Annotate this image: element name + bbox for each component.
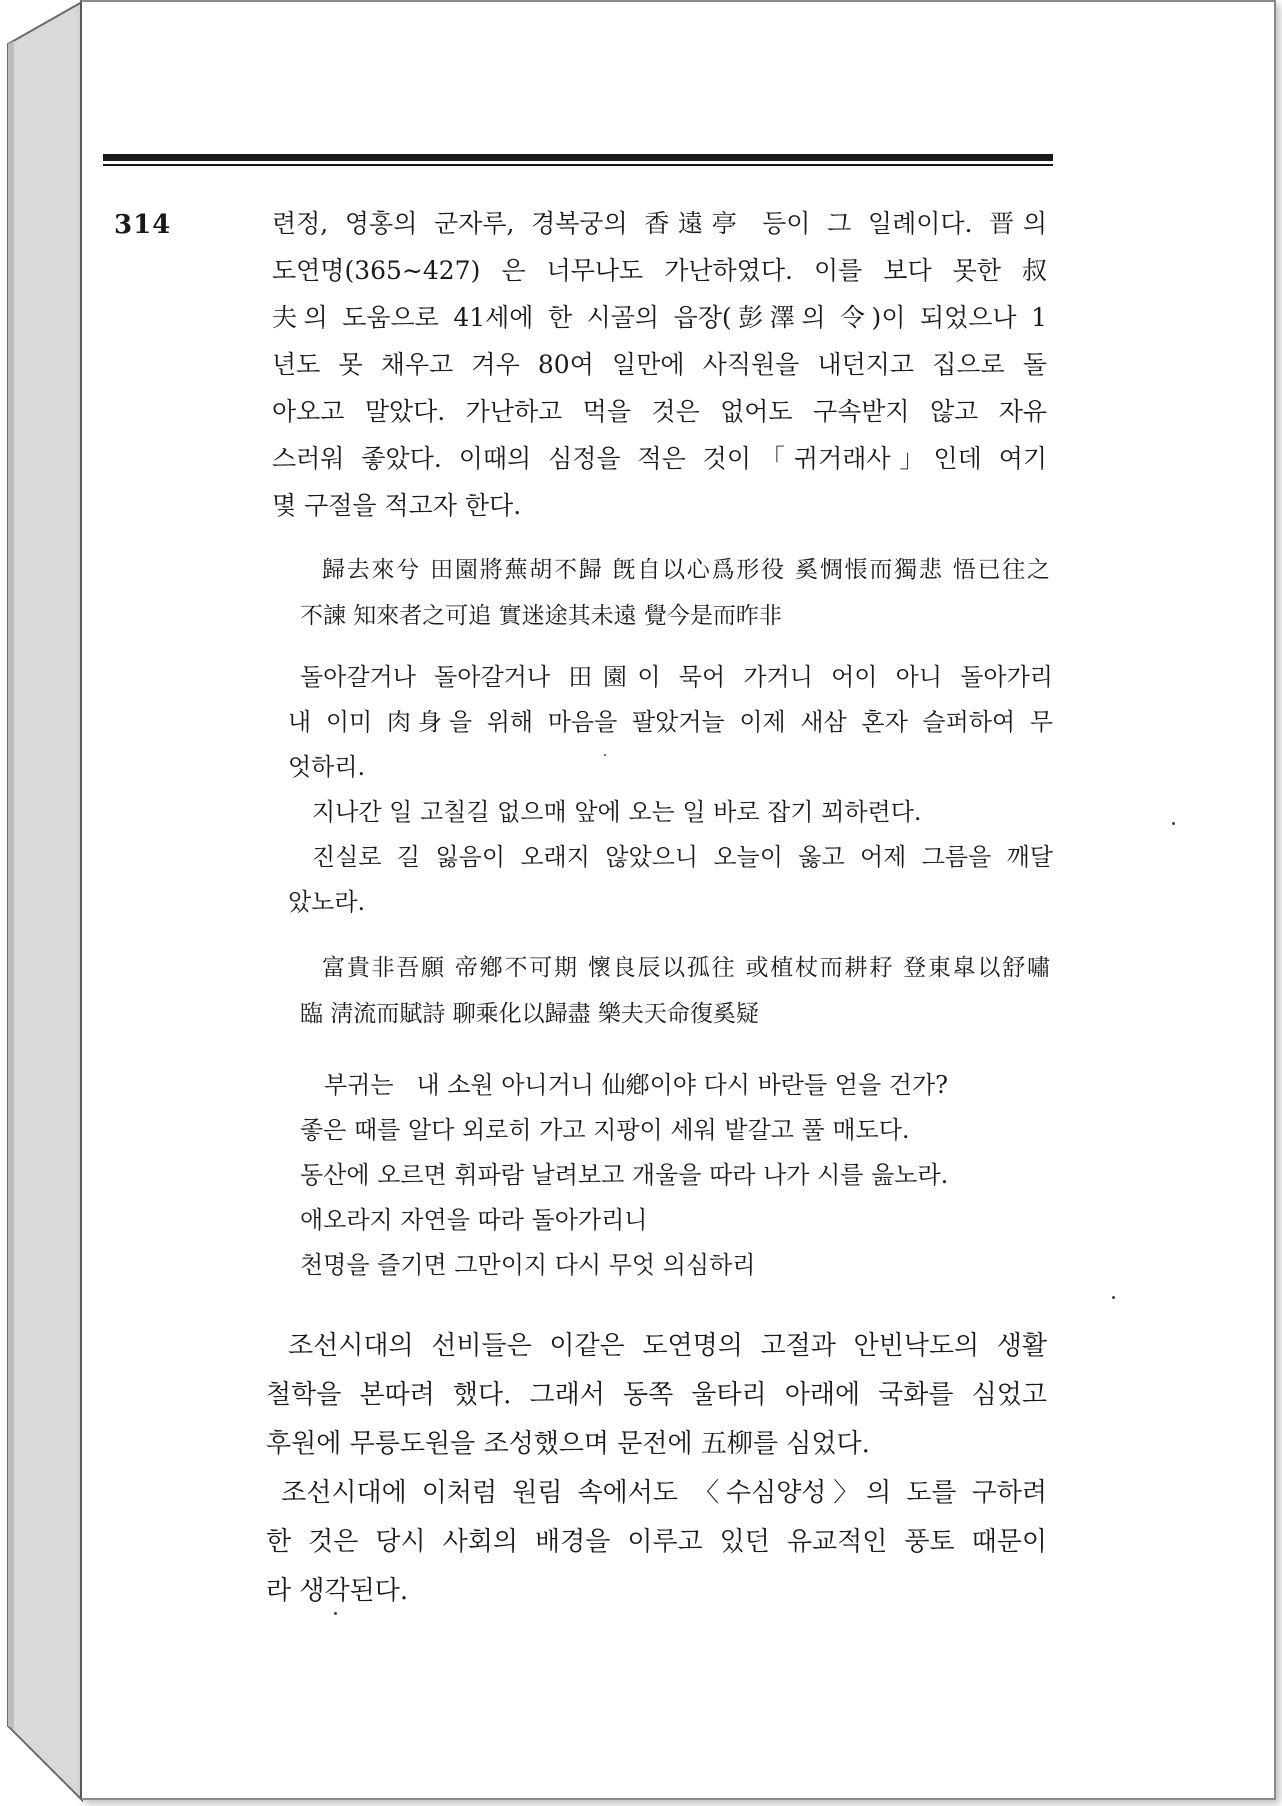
intro-line: 스러워 좋았다. 이때의 심정을 적은 것이「귀거래사」인데 여기 <box>272 444 1047 473</box>
classical-line: 不諫 知來者之可追 實迷途其未遠 覺今是而昨非 <box>300 603 782 629</box>
intro-line: 련정, 영홍의 군자루, 경복궁의 香遠亭 등이 그 일례이다. 晋의 <box>272 209 1047 238</box>
closing-line: 조선시대의 선비들은 이같은 도연명의 고절과 안빈낙도의 생활 <box>288 1331 1047 1361</box>
page-number: 314 <box>114 210 172 240</box>
closing-line: 한 것은 당시 사회의 배경을 이루고 있던 유교적인 풍토 때문이 <box>266 1527 1047 1557</box>
translation-line: 돌아갈거나 돌아갈거나 田園이 묵어 가거니 어이 아니 돌아가리 <box>300 663 1053 691</box>
header-rule-thick <box>103 154 1053 161</box>
closing-line: 라 생각된다. <box>266 1576 409 1606</box>
scan-speck <box>334 1612 337 1615</box>
scan-speck <box>1172 822 1175 825</box>
classical-verse-2 <box>300 945 1050 1037</box>
scan-speck <box>604 754 606 756</box>
classical-line: 歸去來兮 田園將蕪胡不歸 旣自以心爲形役 奚惆悵而獨悲 悟已往之 <box>322 557 1050 583</box>
intro-line: 아오고 말았다. 가난하고 먹을 것은 없어도 구속받지 않고 자유 <box>272 397 1047 426</box>
translation-line: 지나간 일 고칠길 없으매 앞에 오는 일 바로 잡기 꾀하련다. <box>312 798 922 826</box>
closing-line: 후원에 무릉도원을 조성했으며 문전에 五柳를 심었다. <box>266 1429 870 1459</box>
classical-line: 富貴非吾願 帝鄕不可期 懷良辰以孤往 或植杖而耕耔 登東皐以舒嘯 <box>322 955 1050 981</box>
intro-paragraph <box>272 200 1047 529</box>
translation-line: 애오라지 자연을 따라 돌아가리니 <box>300 1206 648 1234</box>
closing-line: 철학을 본따려 했다. 그래서 동쪽 울타리 아래에 국화를 심었고 <box>266 1380 1047 1410</box>
translation-line: 좋은 때를 알다 외로히 가고 지팡이 세워 밭갈고 풀 매도다. <box>300 1116 910 1144</box>
intro-line: 몇 구절을 적고자 한다. <box>272 491 522 520</box>
closing-paragraph <box>266 1322 1047 1616</box>
translation-line: 진실로 길 잃음이 오래지 않았으니 오늘이 옳고 어제 그름을 깨달 <box>312 843 1053 871</box>
translation-verse-2 <box>300 1063 1050 1288</box>
scan-speck <box>1112 1296 1115 1299</box>
translation-line: 았노라. <box>288 888 366 916</box>
translation-line: 천명을 즐기면 그만이지 다시 무엇 의심하리 <box>300 1251 756 1279</box>
intro-line: 夫의 도움으로 41세에 한 시골의 읍장(彭澤의 令)이 되었으나 1 <box>272 303 1047 332</box>
translation-line: 내 이미 肉身을 위해 마음을 팔았거늘 이제 새삼 혼자 슬퍼하여 무 <box>288 708 1053 736</box>
closing-line: 조선시대에 이처럼 원림 속에서도 〈수심양성〉의 도를 구하려 <box>266 1478 1047 1508</box>
classical-verse-1 <box>300 547 1050 639</box>
classical-line: 臨 淸流而賦詩 聊乘化以歸盡 樂夫天命復奚疑 <box>300 1001 759 1027</box>
book-spine <box>0 0 84 1806</box>
translation-line: 엇하리. <box>288 753 366 781</box>
translation-verse-1 <box>288 655 1053 925</box>
intro-line: 년도 못 채우고 겨우 80여 일만에 사직원을 내던지고 집으로 돌 <box>272 350 1047 379</box>
intro-line: 도연명(365∼427) 은 너무나도 가난하였다. 이를 보다 못한 叔 <box>272 256 1047 285</box>
translation-line: 부귀는 내 소원 아니거니 仙鄕이야 다시 바란들 얻을 건가? <box>324 1071 949 1099</box>
header-rule-thin <box>103 164 1053 166</box>
translation-line: 동산에 오르면 휘파람 날려보고 개울을 따라 나가 시를 읊노라. <box>300 1161 949 1189</box>
